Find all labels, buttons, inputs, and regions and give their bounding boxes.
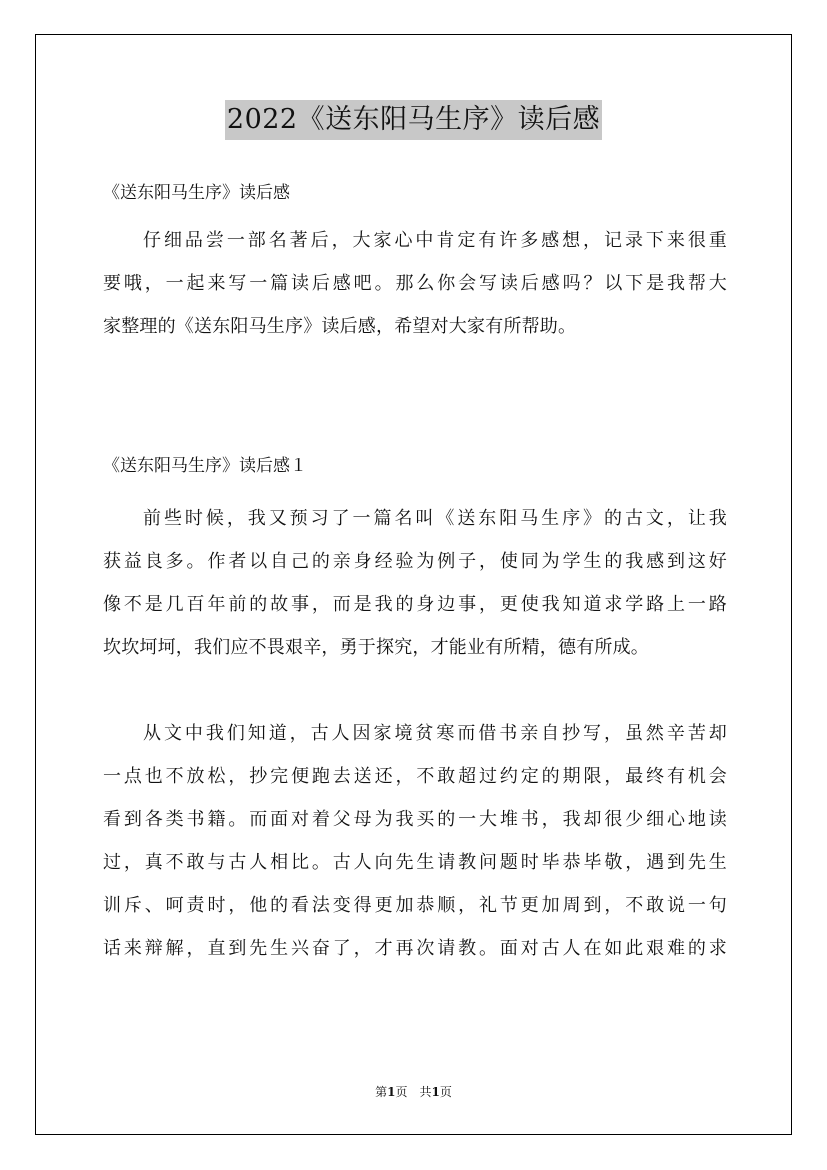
paragraph-line: 从文中我们知道，古人因家境贫寒而借书亲自抄写，虽然辛苦却 xyxy=(143,723,727,744)
document-subtitle: 《送东阳马生序》读后感 xyxy=(103,183,290,203)
paragraph-line: 一点也不放松，抄完便跑去送还，不敢超过约定的期限，最终有机会 xyxy=(103,766,727,787)
footer-page-total: 1 xyxy=(431,1085,440,1099)
footer-page-number: 1 xyxy=(387,1085,396,1099)
paragraph-line: 前些时候，我又预习了一篇名叫《送东阳马生序》的古文，让我 xyxy=(143,508,727,529)
paragraph-2 xyxy=(103,712,727,970)
document-title: 2022《送东阳马生序》读后感 xyxy=(225,100,602,140)
paragraph-line: 像不是几百年前的故事，而是我的身边事，更使我知道求学路上一路 xyxy=(103,594,727,615)
footer-prefix: 第 xyxy=(375,1085,388,1099)
intro-line: 家整理的《送东阳马生序》读后感，希望对大家有所帮助。 xyxy=(103,316,577,337)
paragraph-line: 坎坎坷坷，我们应不畏艰辛，勇于探究，才能业有所精，德有所成。 xyxy=(103,637,649,658)
paragraph-line: 获益良多。作者以自己的亲身经验为例子，使同为学生的我感到这好 xyxy=(103,551,727,572)
paragraph-line: 话来辩解，直到先生兴奋了，才再次请教。面对古人在如此艰难的求 xyxy=(103,938,727,959)
section-heading: 《送东阳马生序》读后感１ xyxy=(103,456,307,476)
intro-paragraph xyxy=(103,219,727,348)
paragraph-line: 看到各类书籍。而面对着父母为我买的一大堆书，我却很少细心地读 xyxy=(103,809,727,830)
paragraph-1 xyxy=(103,497,727,669)
footer-suffix: 页 xyxy=(439,1085,452,1099)
title-container xyxy=(0,100,827,140)
paragraph-line: 训斥、呵责时，他的看法变得更加恭顺，礼节更加周到，不敢说一句 xyxy=(103,895,727,916)
intro-line: 要哦，一起来写一篇读后感吧。那么你会写读后感吗？以下是我帮大 xyxy=(103,273,727,294)
page-footer xyxy=(0,1084,827,1100)
paragraph-line: 过，真不敢与古人相比。古人向先生请教问题时毕恭毕敬，遇到先生 xyxy=(103,852,727,873)
intro-line: 仔细品尝一部名著后，大家心中肯定有许多感想，记录下来很重 xyxy=(143,230,727,251)
footer-mid: 页 共 xyxy=(395,1085,432,1099)
